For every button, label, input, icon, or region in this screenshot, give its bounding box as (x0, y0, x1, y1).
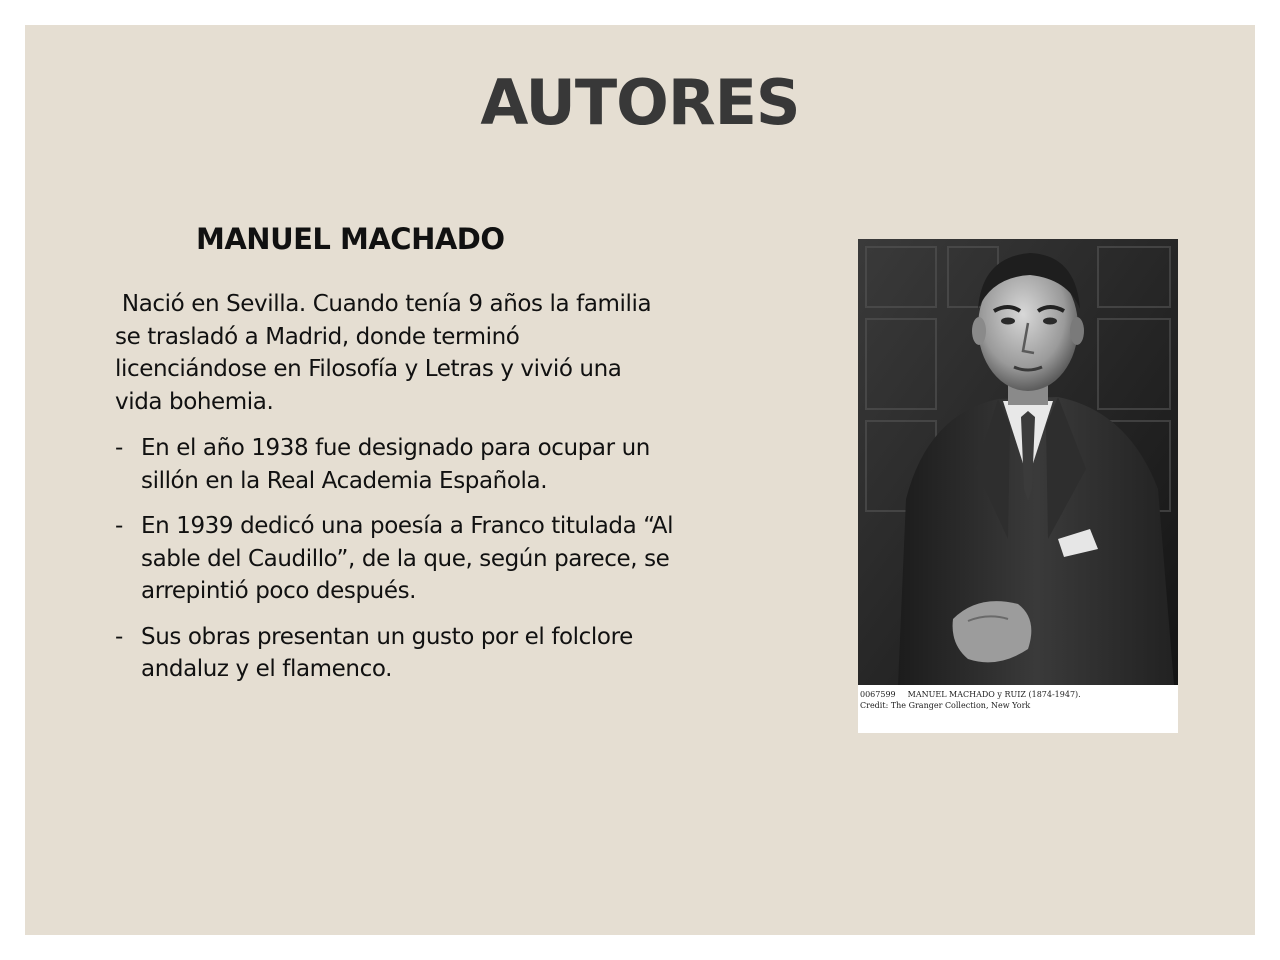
portrait-image (858, 239, 1178, 685)
bullet-list (115, 432, 675, 686)
bullet-text: En el año 1938 fue designado para ocupar un sillón en la Real Academia Española. (141, 435, 650, 494)
caption-code: 0067599 (860, 690, 896, 699)
author-biography (115, 288, 675, 699)
bullet-item (115, 510, 675, 608)
intro-paragraph: Nació en Sevilla. Cuando tenía 9 años la familia se trasladó a Madrid, donde terminó licenciándose en Filosofía y Letras y vivió una vida bohemia. (115, 291, 659, 415)
photo-caption (860, 689, 1176, 711)
bullet-dash: - (115, 513, 123, 539)
bullet-dash: - (115, 623, 123, 650)
bullet-item (115, 621, 675, 686)
author-name-heading: MANUEL MACHADO (196, 222, 505, 256)
bullet-text: En 1939 dedicó una poesía a Franco titulada “Al sable del Caudillo”, de la que, según parece, se arrepintió poco después. (141, 513, 674, 604)
caption-credit: Credit: The Granger Collection, New York (860, 701, 1031, 710)
bullet-item (115, 432, 675, 497)
author-portrait-photo (858, 239, 1178, 733)
caption-name: MANUEL MACHADO y RUIZ (1874-1947). (907, 690, 1081, 699)
slide-title: AUTORES (480, 66, 800, 139)
bullet-text: Sus obras presentan un gusto por el folclore andaluz y el flamenco. (141, 623, 633, 682)
bullet-dash: - (115, 435, 123, 461)
